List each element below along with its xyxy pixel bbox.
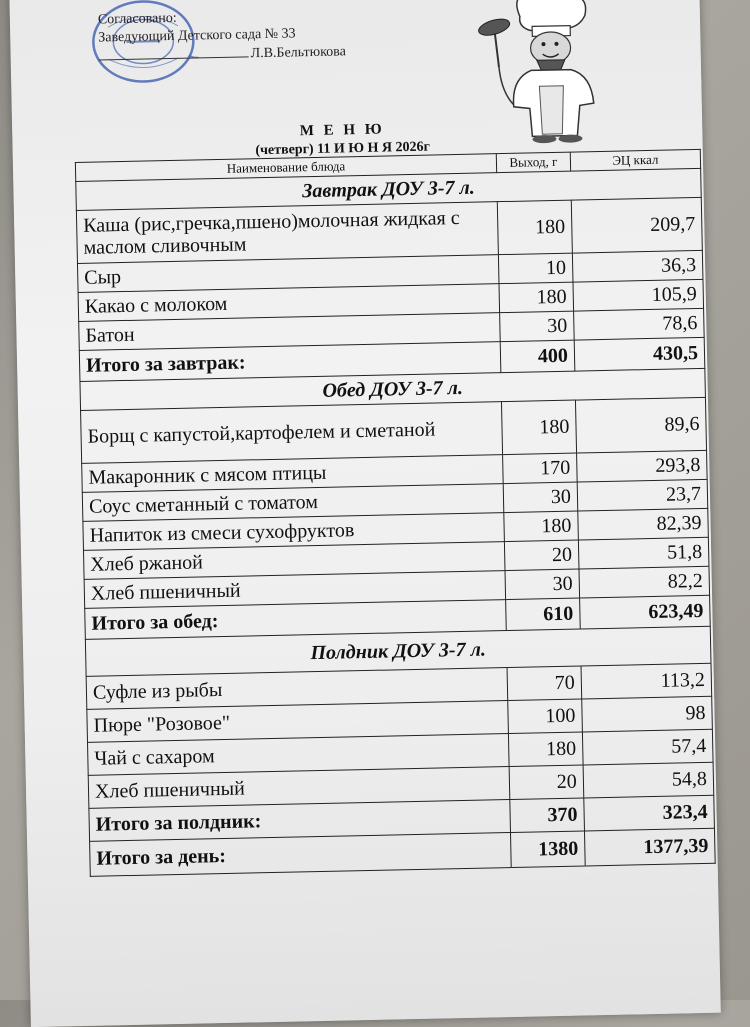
- dish-name: Каша (рис,гречка,пшено)молочная жидкая с маслом сливочным: [76, 202, 498, 264]
- column-header-yield: Выход, г: [496, 152, 570, 173]
- dish-yield: 10: [498, 253, 572, 284]
- dish-yield: 180: [508, 732, 583, 767]
- total-kcal: 323,4: [584, 795, 715, 831]
- dish-name: Батон: [79, 313, 501, 351]
- total-yield: 610: [506, 598, 580, 631]
- dish-name: Напиток из смеси сухофруктов: [83, 513, 505, 551]
- dish-kcal: 98: [582, 696, 713, 732]
- dish-kcal: 113,2: [581, 663, 712, 699]
- dish-name: Хлеб пшеничный: [84, 571, 506, 609]
- dish-yield: 30: [505, 569, 579, 600]
- dish-name: Хлеб пшеничный: [88, 767, 510, 809]
- menu-table: [75, 149, 716, 877]
- dish-yield: 100: [508, 699, 583, 734]
- total-label: Итого за обед:: [85, 600, 507, 640]
- dish-kcal: 23,7: [577, 479, 708, 511]
- dish-name: Суфле из рыбы: [86, 668, 508, 710]
- dish-name: Соус сметанный с томатом: [82, 484, 504, 522]
- total-label: Итого за полдник:: [89, 800, 511, 842]
- dish-kcal: 82,2: [579, 566, 710, 598]
- dish-yield: 180: [504, 511, 578, 542]
- total-yield: 1380: [510, 831, 585, 868]
- dish-name: Сыр: [77, 255, 499, 293]
- column-header-kcal: ЭЦ ккал: [570, 149, 701, 171]
- signature-line: [98, 44, 248, 60]
- dish-kcal: 209,7: [571, 197, 702, 253]
- dish-yield: 30: [500, 311, 574, 342]
- dish-yield: 30: [503, 482, 577, 513]
- dish-name: Борщ с капустой,картофелем и сметаной: [81, 402, 503, 464]
- dish-yield: 170: [503, 453, 577, 484]
- dish-yield: 180: [499, 282, 573, 313]
- approval-position: Заведующий Детского сада № 33: [98, 26, 296, 46]
- dish-kcal: 51,8: [578, 537, 709, 569]
- dish-kcal: 89,6: [575, 397, 706, 453]
- approval-signature-line: [98, 42, 346, 66]
- total-yield: 400: [500, 340, 574, 373]
- dish-kcal: 82,39: [578, 508, 709, 540]
- dish-name: Хлеб ржаной: [83, 542, 505, 580]
- menu-sheet: [9, 0, 721, 1027]
- total-kcal: 623,49: [579, 595, 710, 629]
- approval-label: Согласовано:: [97, 10, 177, 28]
- section-title: Обед ДОУ 3-7 л.: [80, 368, 705, 410]
- total-kcal: 1377,39: [584, 828, 715, 866]
- section-title: Полдник ДОУ 3-7 л.: [85, 626, 711, 676]
- dish-name: Чай с сахаром: [88, 734, 510, 776]
- dish-kcal: 78,6: [573, 308, 704, 340]
- total-yield: 370: [510, 798, 585, 833]
- dish-yield: 180: [501, 400, 576, 455]
- approval-name: Л.В.Бельтюкова: [250, 44, 347, 62]
- total-label: Итого за завтрак:: [79, 342, 501, 382]
- dish-yield: 70: [507, 666, 582, 701]
- dish-yield: 180: [497, 200, 572, 255]
- dish-name: Какао с молоком: [78, 284, 500, 322]
- dish-kcal: 36,3: [572, 250, 703, 282]
- dish-kcal: 105,9: [573, 279, 704, 311]
- dish-kcal: 57,4: [582, 729, 713, 765]
- dish-name: Макаронник с мясом птицы: [82, 455, 504, 493]
- approval-block: [98, 6, 346, 66]
- dish-yield: 20: [509, 765, 584, 800]
- dish-kcal: 293,8: [576, 450, 707, 482]
- dish-name: Пюре "Розовое": [87, 701, 509, 743]
- dish-kcal: 54,8: [583, 762, 714, 798]
- total-kcal: 430,5: [574, 337, 705, 371]
- dish-yield: 20: [504, 540, 578, 571]
- section-title: Завтрак ДОУ 3-7 л.: [76, 168, 701, 210]
- menu-heading: М Е Н Ю: [299, 121, 385, 140]
- total-label: Итого за день:: [90, 833, 512, 877]
- column-header-name: Наименование блюда: [75, 154, 496, 182]
- menu-date: (четверг) 11 И Ю Н Я 2026г: [255, 139, 431, 159]
